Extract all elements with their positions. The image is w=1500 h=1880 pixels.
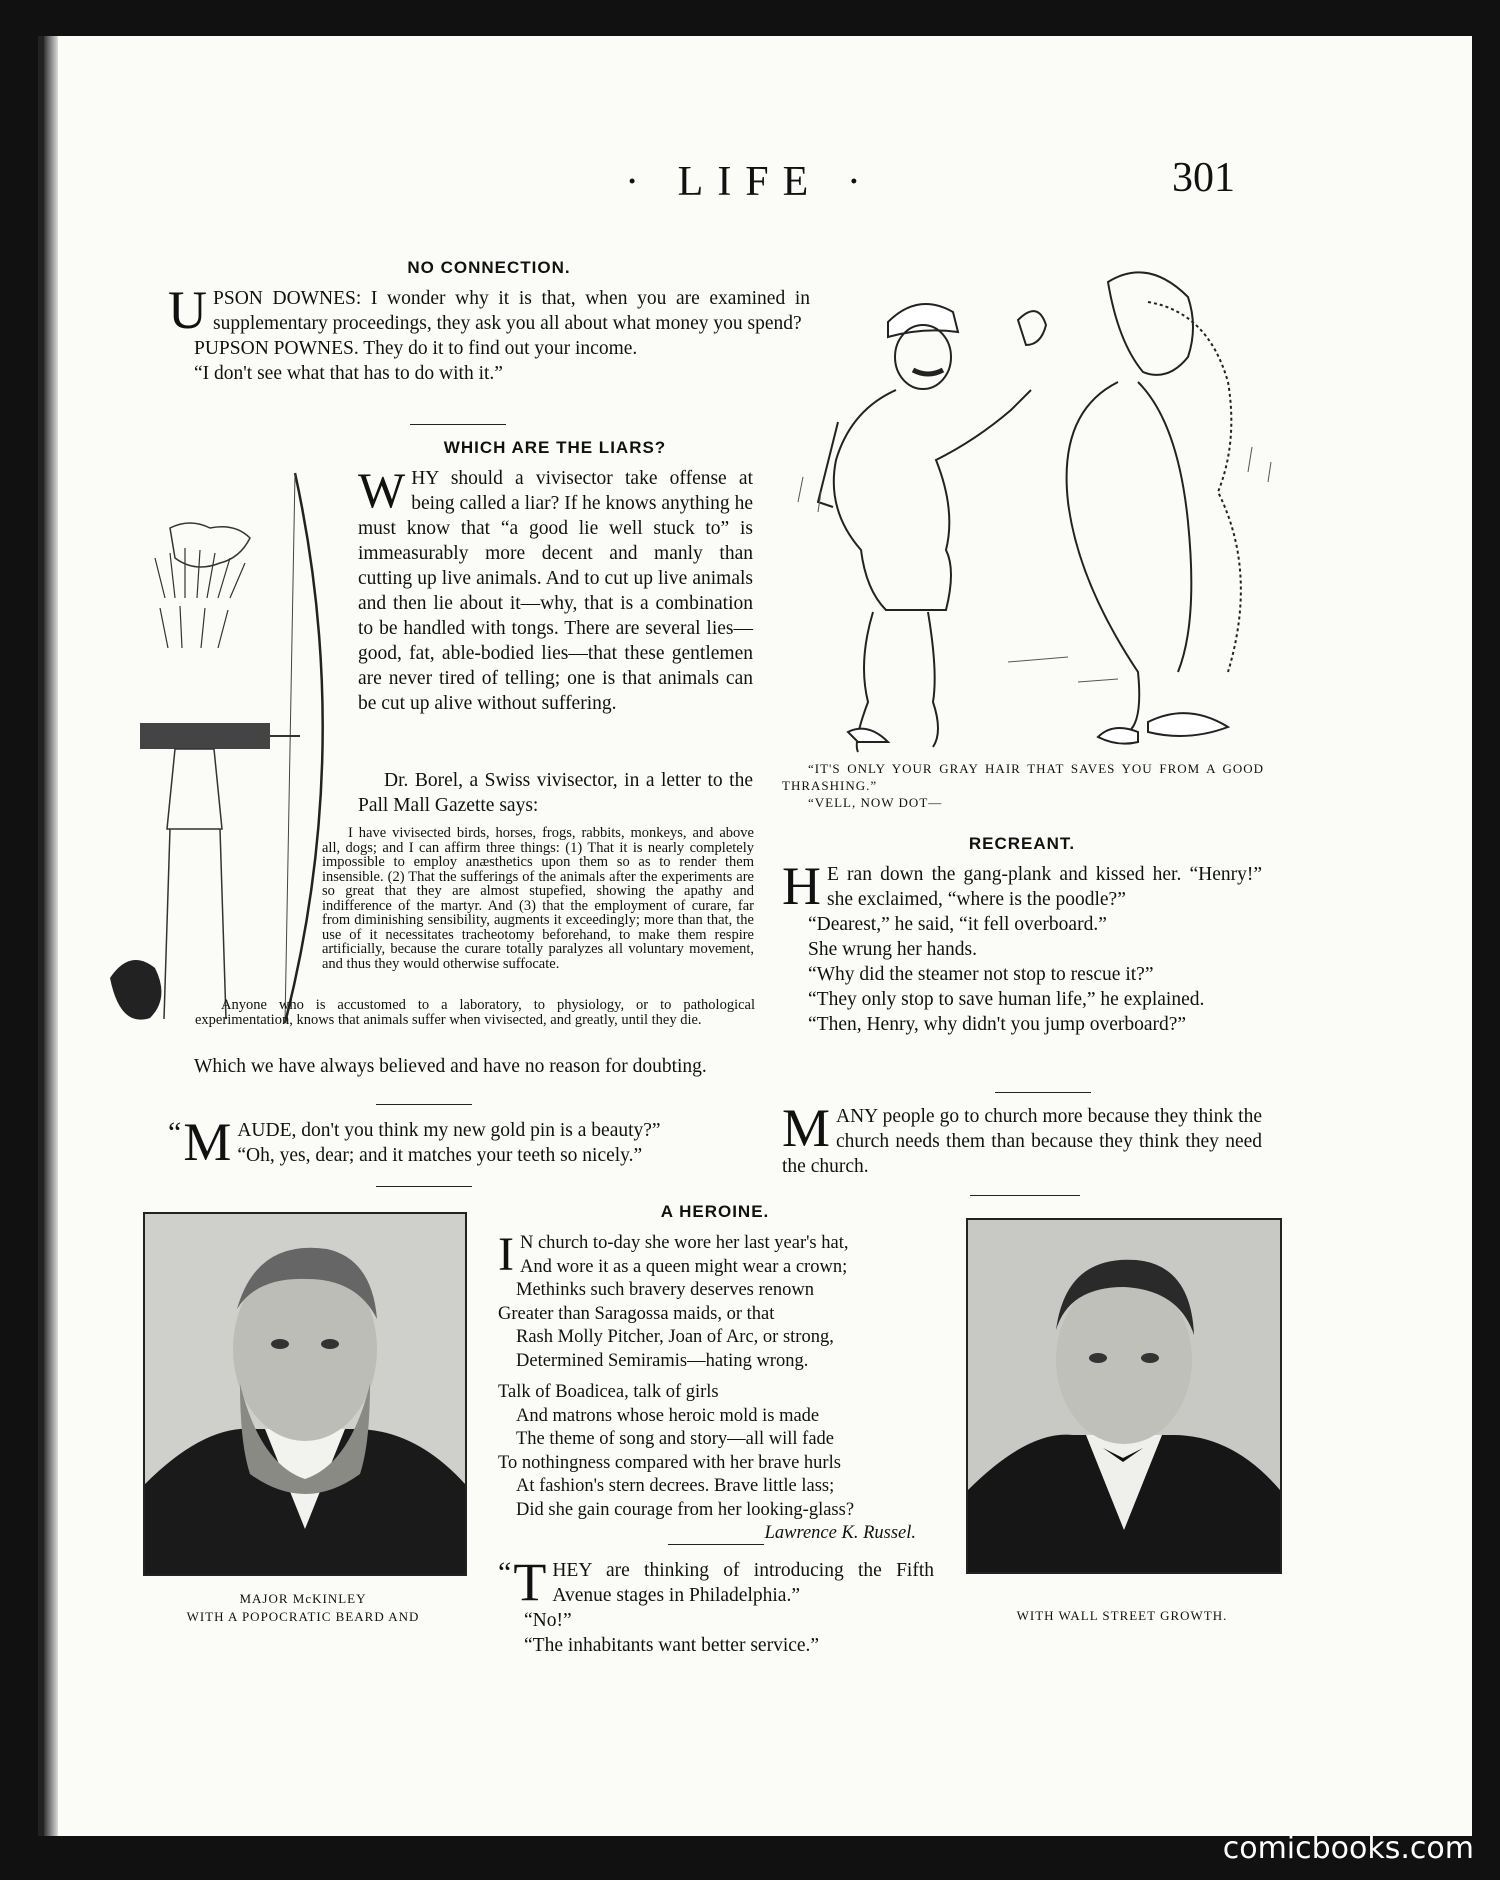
recreant-article: RECREANT. H E ran down the gang-plank and kissed her. “Henry!” she exclaimed, “where is the poodle?” “Dearest,” he said, “it fell overboard.” She wrung her hands. “Why did the steamer not stop to rescue it?” “They only stop to save human life,” he explained. “Then, Henry, why didn't you jump overboard?” (782, 834, 1262, 1035)
poem-line: At fashion's stern decrees. Brave little lass; (516, 1476, 835, 1496)
left-photo-caption: MAJOR McKINLEY WITH A POPOCRATIC BEARD AND (186, 1591, 420, 1624)
divider (970, 1195, 1080, 1196)
liars-paragraph-1: W HY should a vivisector take offense at being called a liar? If he knows anything he must know that “a good lie well stuck to” is immeasurably more decent and manly than cutting up live animals. And to cut up live animals and then lie about it—why, that is a combination to be handled with tongs. There are several lies—good, fat, able-bodied lies—that these gentlemen are never tired of telling; one is that animals can be cut up alive without suffering. (358, 462, 753, 714)
poem-line: Methinks such bravery deserves renown (516, 1280, 814, 1300)
poem-line: And wore it as a queen might wear a crown; (519, 1256, 848, 1277)
stages-joke: “ T HEY are thinking of introducing the Fifth Avenue stages in Philadelphia.” “No!” “The inhabitants want better service.” (498, 1552, 934, 1656)
poem-line: To nothingness compared with her brave hurls (498, 1452, 841, 1473)
no-connection-article (168, 258, 810, 386)
liars-paragraph-3: Which we have always believed and have no reason for doubting. (194, 1056, 707, 1077)
borel-quote: I have vivisected birds, horses, frogs, rabbits, monkeys, and above all, dogs; and I can affirm three things: (1) That it is nearly completely impossible to employ anæsthetics upon them so as to render them insensible. (2) That the sufferings of the animals after the experiments are so great that they are almost stupefied, showing the apathy and indifference of the martyr. And (3) that the employment of curare, far from diminishing sensibility, augments it exceedingly; more than that, the use of it necessitates tracheotomy beforehand, to make them respire artificially, because the curare totally paralyzes all voluntary movement, and thus they would otherwise suffocate. (322, 825, 754, 972)
cartoon-caption: “IT'S ONLY YOUR GRAY HAIR THAT SAVES YOU FROM A GOOD THRASHING.” “VELL, NOW DOT— (782, 761, 1264, 810)
maude-joke: “ M AUDE, don't you think my new gold pin is a beauty?” “Oh, yes, dear; and it matches your teeth so nicely.” (168, 1112, 661, 1172)
archer-illustration (110, 468, 340, 1038)
divider (376, 1186, 472, 1187)
drop-cap: T (513, 1552, 547, 1612)
poem-line: And matrons whose heroic mold is made (516, 1405, 820, 1426)
portrait-illustration (145, 1214, 465, 1574)
poem-line: The theme of song and story—all will fade (516, 1429, 835, 1449)
recreant-title: RECREANT. (968, 834, 1076, 853)
drop-cap: W (358, 462, 406, 518)
watermark: comicbooks.com (1222, 1831, 1474, 1866)
cartoon-illustration (778, 262, 1278, 762)
right-photo-caption: WITH WALL STREET GROWTH. (1016, 1608, 1228, 1623)
dialogue-line: PSON DOWNES: I wonder why it is that, when you are examined in supplementary proceedings, they ask you all about what money you spend? (213, 288, 810, 334)
borel-quote-continued: Anyone who is accustomed to a laboratory, to physiology, or to pathological experimentation, knows that animals suffer when vivisected, and greatly, until they die. (195, 997, 755, 1028)
no-connection-title: NO CONNECTION. (407, 258, 571, 277)
divider (410, 424, 506, 425)
liars-title: WHICH ARE THE LIARS? (443, 438, 667, 457)
liars-paragraph-2: Dr. Borel, a Swiss vivisector, in a letter to the Pall Mall Gazette says: (358, 770, 753, 816)
binding-spine (44, 36, 58, 1836)
no-connection-text (168, 280, 810, 386)
drop-cap: M (782, 1098, 831, 1158)
drop-cap: M (183, 1112, 232, 1172)
poem-line: Determined Semiramis—hating wrong. (516, 1350, 809, 1371)
divider (995, 1092, 1091, 1093)
poem-line: Rash Molly Pitcher, Joan of Arc, or strong, (516, 1327, 834, 1347)
poem-line: N church to-day she wore her last year's hat, (519, 1233, 849, 1253)
drop-cap: U (168, 280, 207, 340)
heroine-poem (498, 1228, 938, 1546)
poem-line: Greater than Saragossa maids, or that (498, 1303, 775, 1324)
page-number: 301 (1172, 155, 1235, 201)
dialogue-line: PUPSON POWNES. They do it to find out your income. (194, 338, 638, 359)
poem-line: Talk of Boadicea, talk of girls (498, 1382, 719, 1402)
mckinley-portrait-wallstreet (966, 1218, 1282, 1574)
church-paragraph: M ANY people go to church more because they think the church needs them than because they think they need the church. (782, 1098, 1262, 1177)
divider (668, 1544, 764, 1545)
dialogue-line: “I don't see what that has to do with it.” (194, 363, 503, 384)
masthead: · LIFE · (625, 159, 875, 205)
heroine-title: A HEROINE. (660, 1202, 770, 1221)
drop-cap: H (782, 856, 821, 916)
portrait-illustration (968, 1220, 1280, 1572)
divider (376, 1104, 472, 1105)
drop-cap: I (498, 1228, 514, 1281)
mckinley-portrait-bearded (143, 1212, 467, 1576)
poem-line: Did she gain courage from her looking-glass? (516, 1499, 855, 1520)
poem-author: Lawrence K. Russel. (764, 1523, 916, 1543)
